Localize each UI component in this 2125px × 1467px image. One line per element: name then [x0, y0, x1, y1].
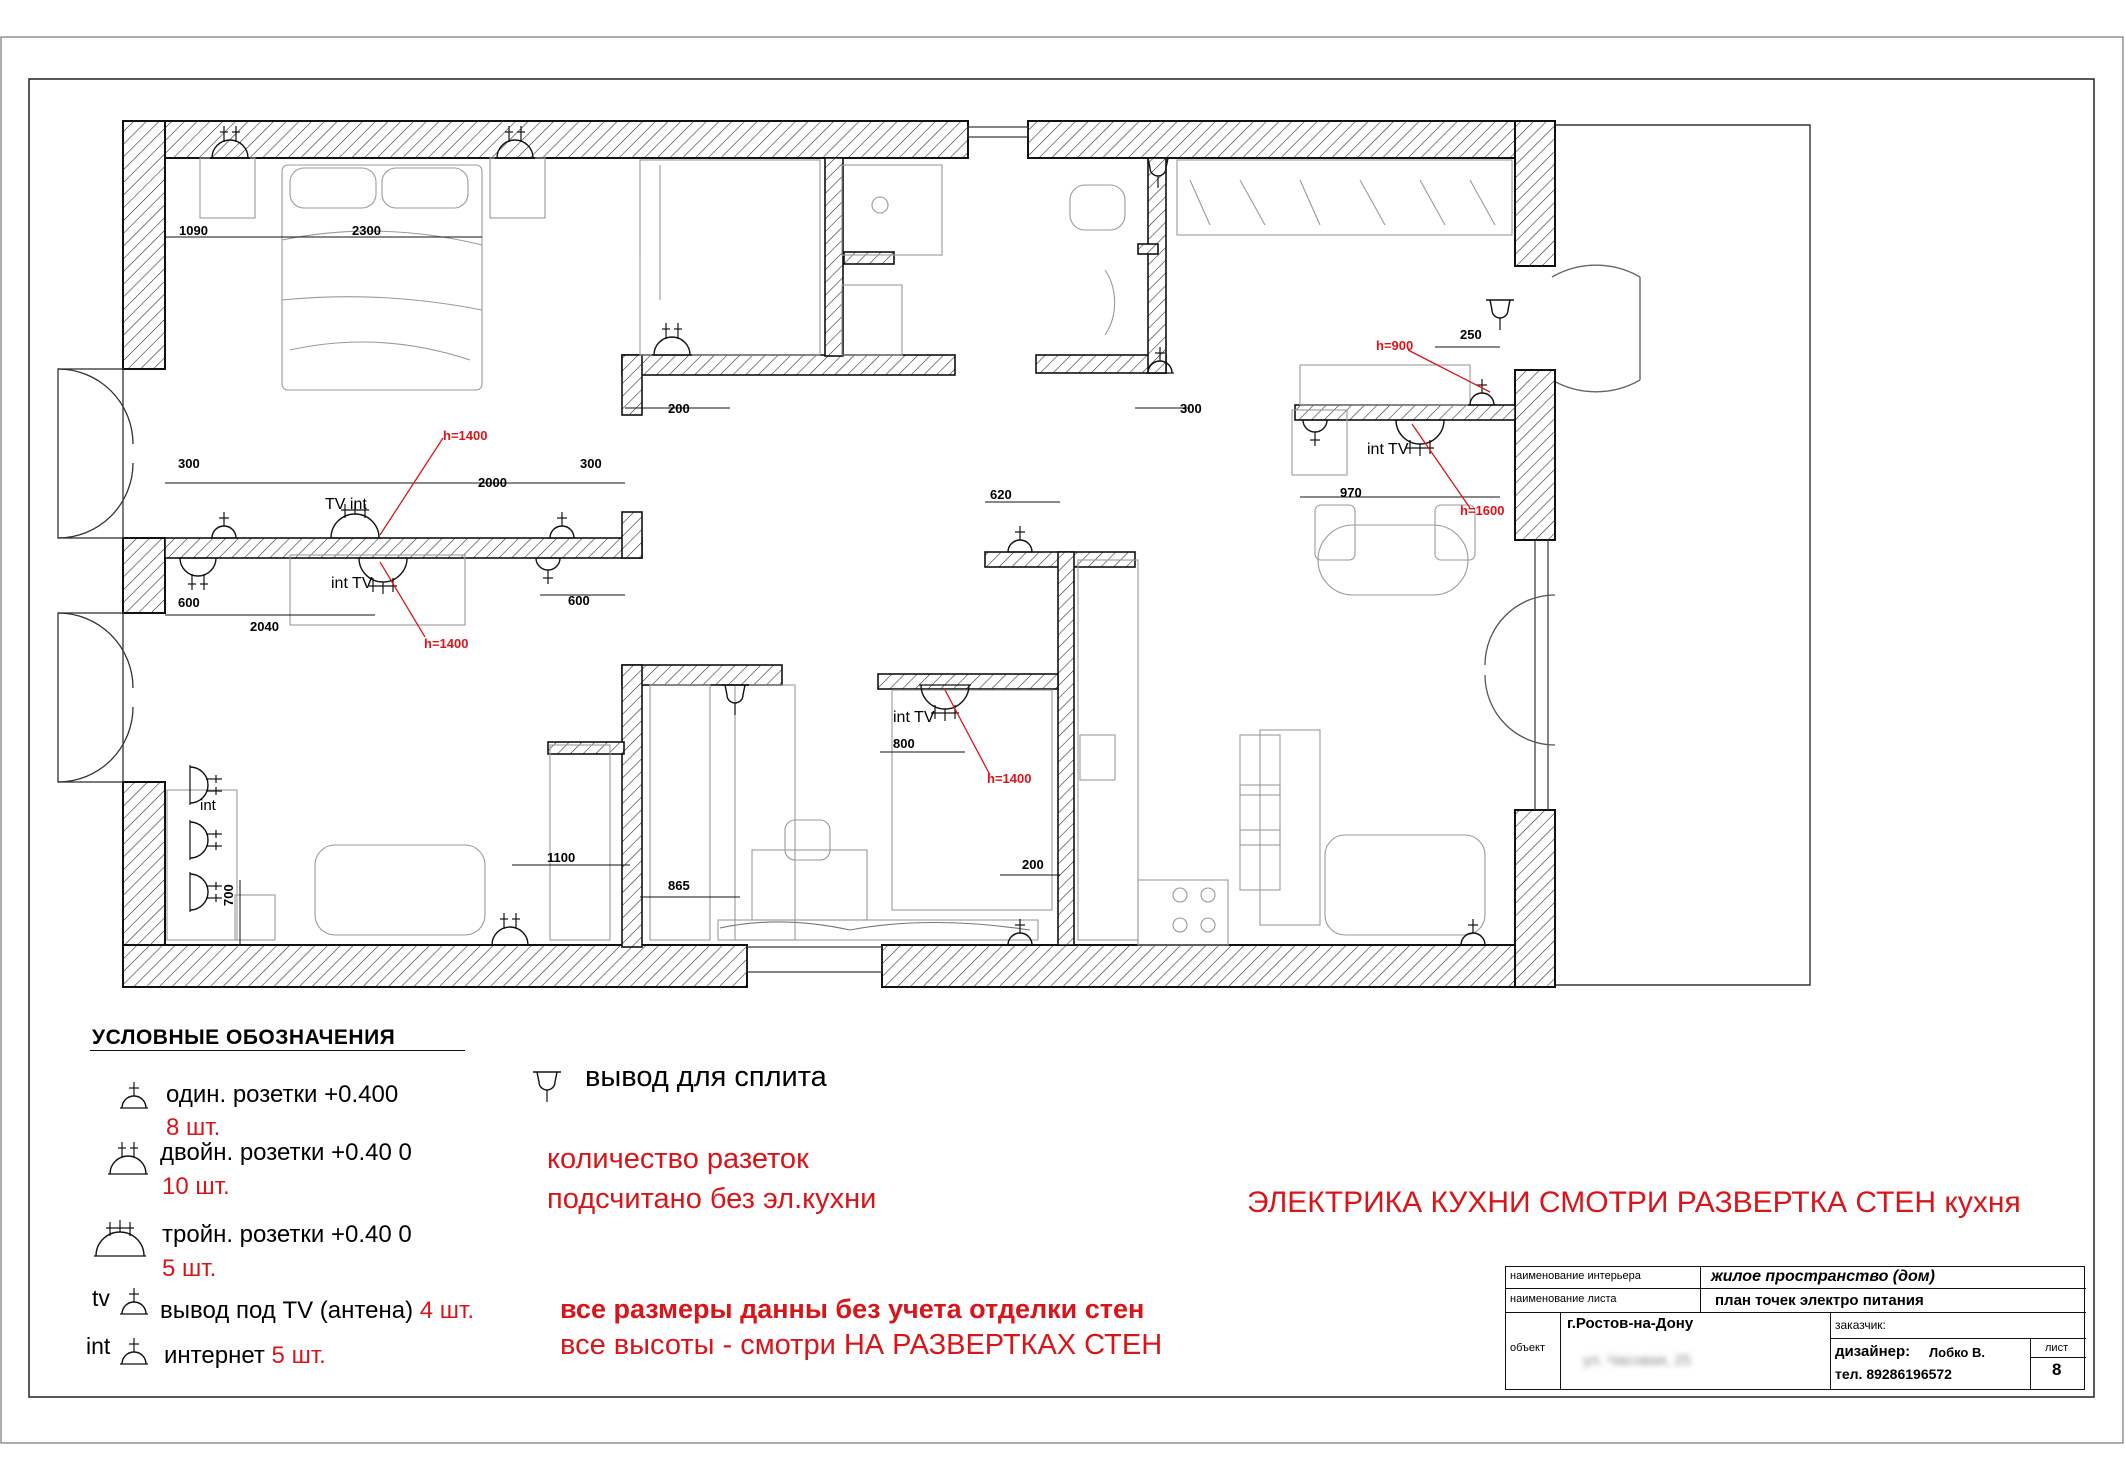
dim-600-left: 600	[178, 595, 200, 610]
legend-tv	[160, 1298, 474, 1324]
row-interior-label-cell	[1506, 1267, 1701, 1289]
legend-split: вывод для сплита	[585, 1061, 827, 1093]
interior-value: жилое пространство (дом)	[1711, 1268, 1935, 1285]
legend-title-underline	[90, 1050, 465, 1051]
legend-tv-count: 4 шт.	[419, 1297, 475, 1324]
sheet-number-cell	[2031, 1339, 2086, 1389]
dim-700: 700	[221, 884, 236, 906]
dim-600-right: 600	[568, 593, 590, 608]
single-socket-icon	[114, 1074, 154, 1114]
object-address: ул. Часовая, 25	[1583, 1352, 1691, 1369]
list-label: лист	[2045, 1342, 2069, 1354]
legend-internet	[164, 1343, 326, 1369]
height-h900: h=900	[1376, 338, 1414, 353]
object-label: объект	[1510, 1342, 1546, 1354]
title-block	[1505, 1266, 2085, 1390]
label-int: int	[200, 797, 216, 814]
row-sheet-label-cell	[1506, 1289, 1701, 1313]
height-h1400-bottom: h=1400	[987, 771, 1032, 786]
legend-triple: тройн. розетки +0.40 0	[162, 1221, 412, 1248]
object-label-cell	[1506, 1313, 1561, 1389]
split-outlet-icon	[524, 1062, 570, 1110]
legend-internet-text: интернет	[164, 1342, 265, 1369]
legend-internet-count: 5 шт.	[271, 1342, 326, 1369]
legend-single-count: 8 шт.	[166, 1114, 221, 1141]
dim-865: 865	[668, 878, 690, 893]
dim-2000: 2000	[478, 475, 507, 490]
legend-title: УСЛОВНЫЕ ОБОЗНАЧЕНИЯ	[92, 1026, 396, 1049]
height-h1400-top: h=1400	[443, 428, 488, 443]
height-h1600: h=1600	[1460, 503, 1505, 518]
note-count-line2: подсчитано без эл.кухни	[547, 1183, 877, 1215]
tv-prefix: tv	[92, 1285, 110, 1311]
dim-300-right: 300	[580, 456, 602, 471]
legend-single: один. розетки +0.400	[166, 1081, 399, 1108]
internet-outlet-icon	[114, 1328, 154, 1368]
object-cell	[1561, 1313, 1831, 1389]
sheet-value: план точек электро питания	[1715, 1292, 1924, 1309]
client-cell	[1831, 1313, 2086, 1339]
dim-970: 970	[1340, 485, 1362, 500]
label-tv-int: TV int	[325, 496, 367, 513]
legend-double: двойн. розетки +0.40 0	[160, 1139, 412, 1166]
legend-triple-count: 5 шт.	[162, 1255, 217, 1282]
sheet-label: наименование листа	[1510, 1293, 1617, 1305]
list-divider	[2031, 1357, 2086, 1358]
note-heights: все высоты - смотри НА РАЗВЕРТКАХ СТЕН	[560, 1329, 1163, 1361]
dim-620: 620	[990, 487, 1012, 502]
tv-outlet-icon	[114, 1278, 154, 1318]
row-sheet-value-cell	[1701, 1289, 2086, 1313]
legend	[86, 1022, 475, 1382]
dim-1100: 1100	[547, 850, 576, 865]
triple-socket-icon	[90, 1214, 150, 1260]
note-count-line1: количество разеток	[547, 1143, 809, 1175]
object-city: г.Ростов-на-Дону	[1567, 1315, 1694, 1332]
designer-phone: тел. 89286196572	[1835, 1366, 1952, 1382]
height-h1400-mid: h=1400	[424, 636, 469, 651]
client-label: заказчик:	[1835, 1318, 1886, 1332]
designer-name: Лобко В.	[1929, 1345, 1985, 1360]
dim-300-left: 300	[178, 456, 200, 471]
dim-200-bottom: 200	[1022, 857, 1044, 872]
dim-2300: 2300	[352, 223, 381, 238]
row-interior-value-cell	[1701, 1267, 2086, 1289]
note-kitchen: ЭЛЕКТРИКА КУХНИ СМОТРИ РАЗВЕРТКА СТЕН кухня	[1247, 1186, 2021, 1219]
dim-2040: 2040	[250, 619, 279, 634]
int-prefix: int	[86, 1333, 111, 1359]
dim-300: 300	[1180, 401, 1202, 416]
dim-800: 800	[893, 736, 915, 751]
list-number: 8	[2052, 1360, 2062, 1379]
interior-label: наименование интерьера	[1510, 1270, 1641, 1282]
dim-250: 250	[1460, 327, 1482, 342]
legend-double-count: 10 шт.	[162, 1173, 230, 1200]
double-socket-icon	[104, 1134, 152, 1178]
dim-1090: 1090	[179, 223, 208, 238]
designer-label: дизайнер:	[1835, 1343, 1911, 1360]
legend-tv-text: вывод под TV (антена)	[160, 1297, 414, 1324]
label-int-tv-room: int TV	[893, 709, 935, 726]
dim-200: 200	[668, 401, 690, 416]
designer-cell	[1831, 1339, 2031, 1389]
label-int-tv-hall: int TV	[331, 575, 373, 592]
note-sizes: все размеры данны без учета отделки стен	[560, 1294, 1145, 1324]
label-int-tv-kitchen: int TV	[1367, 441, 1409, 458]
